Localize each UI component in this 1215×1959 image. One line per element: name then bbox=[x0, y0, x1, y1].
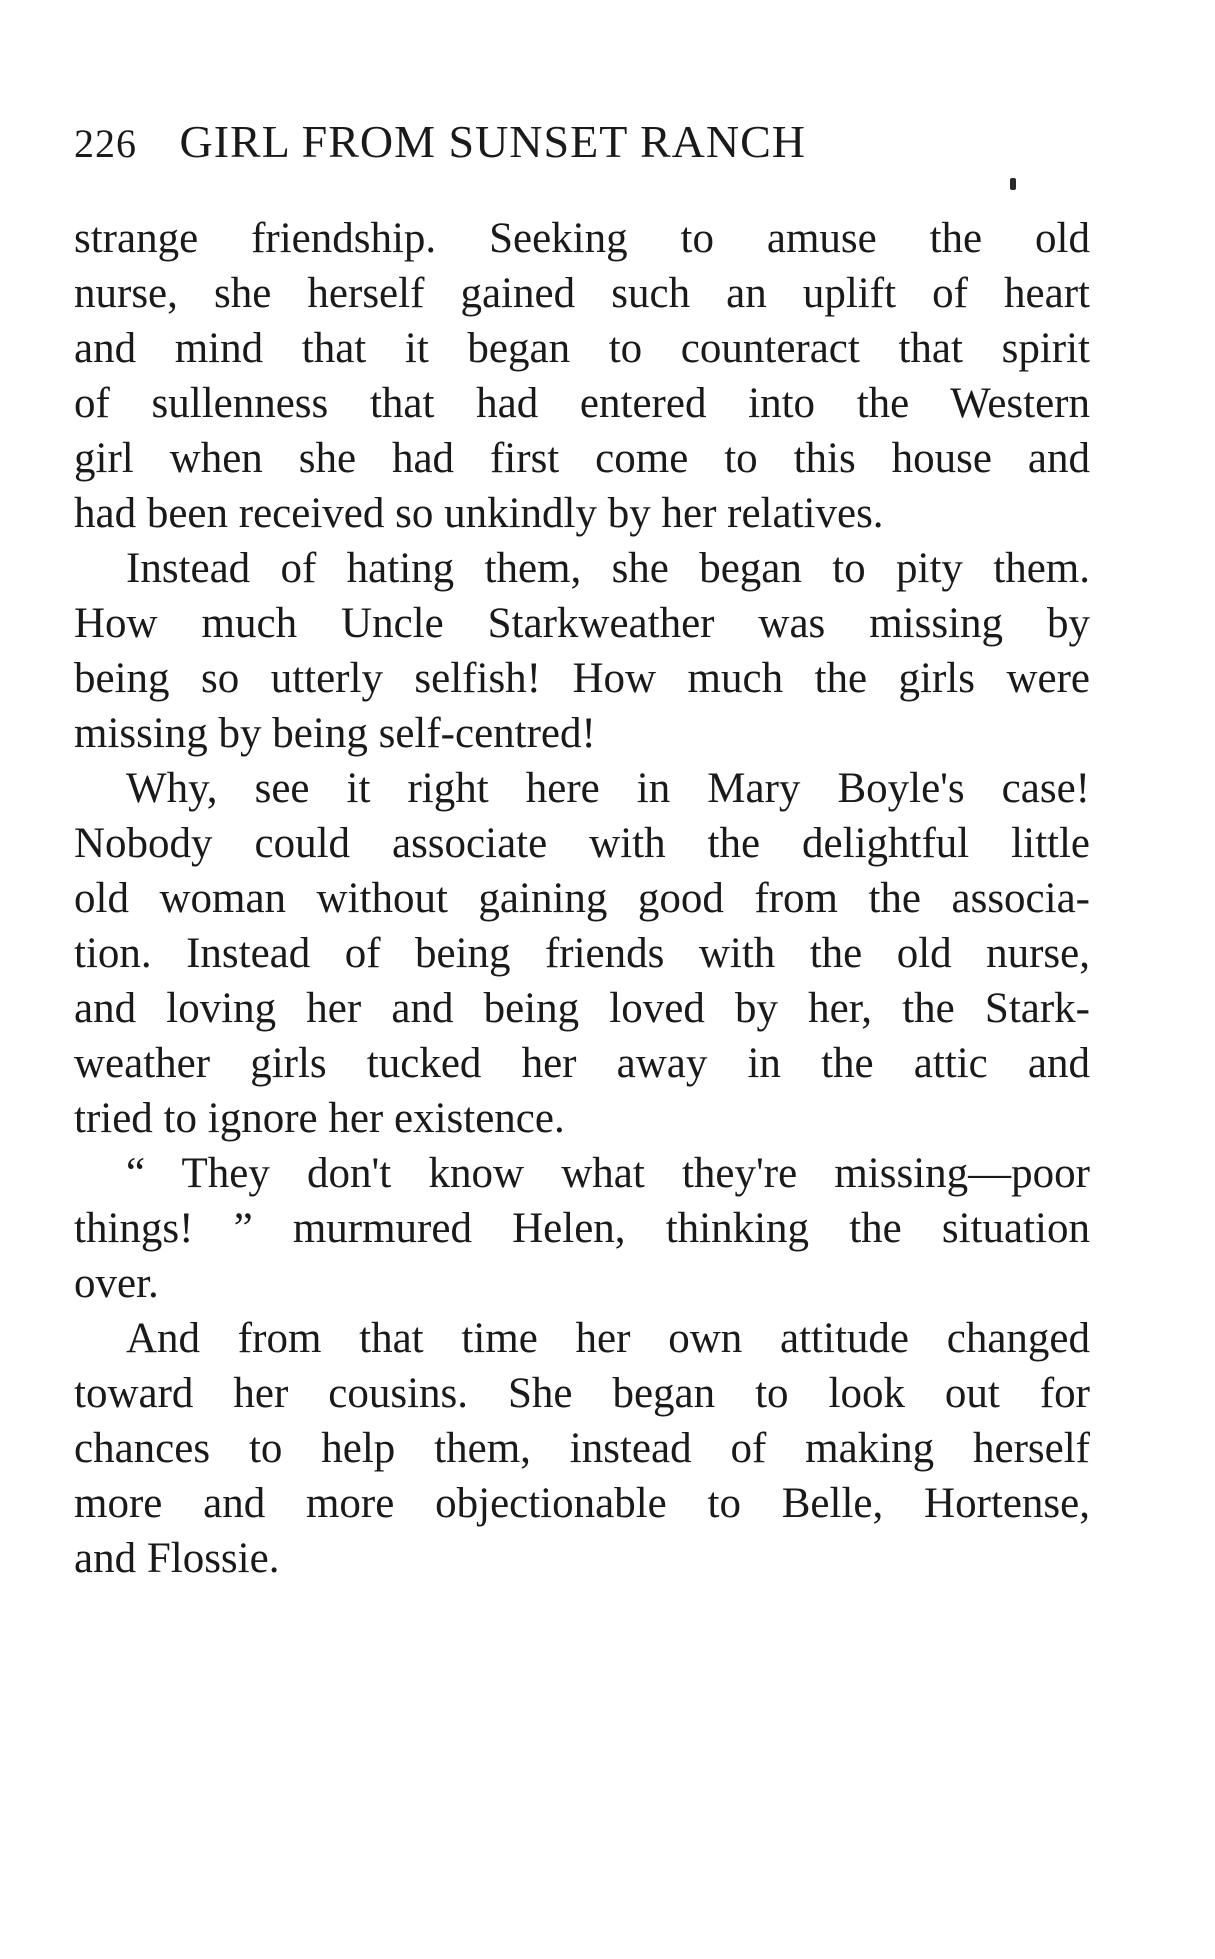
text-line: and Flossie. bbox=[74, 1535, 280, 1582]
paragraph-first-line: Instead of hating them, she began to pity them. bbox=[126, 545, 1090, 592]
text-line: things! ” murmured Helen, thinking the situation bbox=[74, 1205, 1090, 1252]
text-line: old woman without gaining good from the associa- bbox=[74, 875, 1090, 922]
paragraph-first-line: “ They don't know what they're missing—poor bbox=[126, 1150, 1090, 1197]
text-line: being so utterly selfish! How much the girls were bbox=[74, 655, 1090, 702]
text-line: over. bbox=[74, 1260, 159, 1307]
text-line: and mind that it began to counteract that spirit bbox=[74, 325, 1090, 372]
text-line: tried to ignore her existence. bbox=[74, 1095, 565, 1142]
paragraph-first-line: Why, see it right here in Mary Boyle's case! bbox=[126, 765, 1090, 812]
book-title: GIRL FROM SUNSET RANCH bbox=[179, 116, 806, 167]
print-speck bbox=[1010, 178, 1016, 190]
text-line: had been received so unkindly by her relatives. bbox=[74, 490, 884, 537]
text-line: and loving her and being loved by her, the Stark- bbox=[74, 985, 1090, 1032]
text-line: chances to help them, instead of making herself bbox=[74, 1425, 1090, 1472]
paragraph-first-line: And from that time her own attitude changed bbox=[126, 1315, 1090, 1362]
text-line: tion. Instead of being friends with the old nurse, bbox=[74, 930, 1090, 977]
text-line: toward her cousins. She began to look out for bbox=[74, 1370, 1090, 1417]
text-line: How much Uncle Starkweather was missing by bbox=[74, 600, 1090, 647]
text-line: weather girls tucked her away in the attic and bbox=[74, 1040, 1090, 1087]
text-line: missing by being self-centred! bbox=[74, 710, 596, 757]
running-head bbox=[74, 112, 1094, 172]
text-line: Nobody could associate with the delightful little bbox=[74, 820, 1090, 867]
text-line: more and more objectionable to Belle, Hortense, bbox=[74, 1480, 1090, 1527]
text-line: strange friendship. Seeking to amuse the old bbox=[74, 215, 1090, 262]
text-line: of sullenness that had entered into the Western bbox=[74, 380, 1090, 427]
text-line: girl when she had first come to this house and bbox=[74, 435, 1090, 482]
text-line: nurse, she herself gained such an uplift of heart bbox=[74, 270, 1090, 317]
page-number: 226 bbox=[74, 121, 137, 166]
page-body-text bbox=[74, 211, 1090, 1586]
